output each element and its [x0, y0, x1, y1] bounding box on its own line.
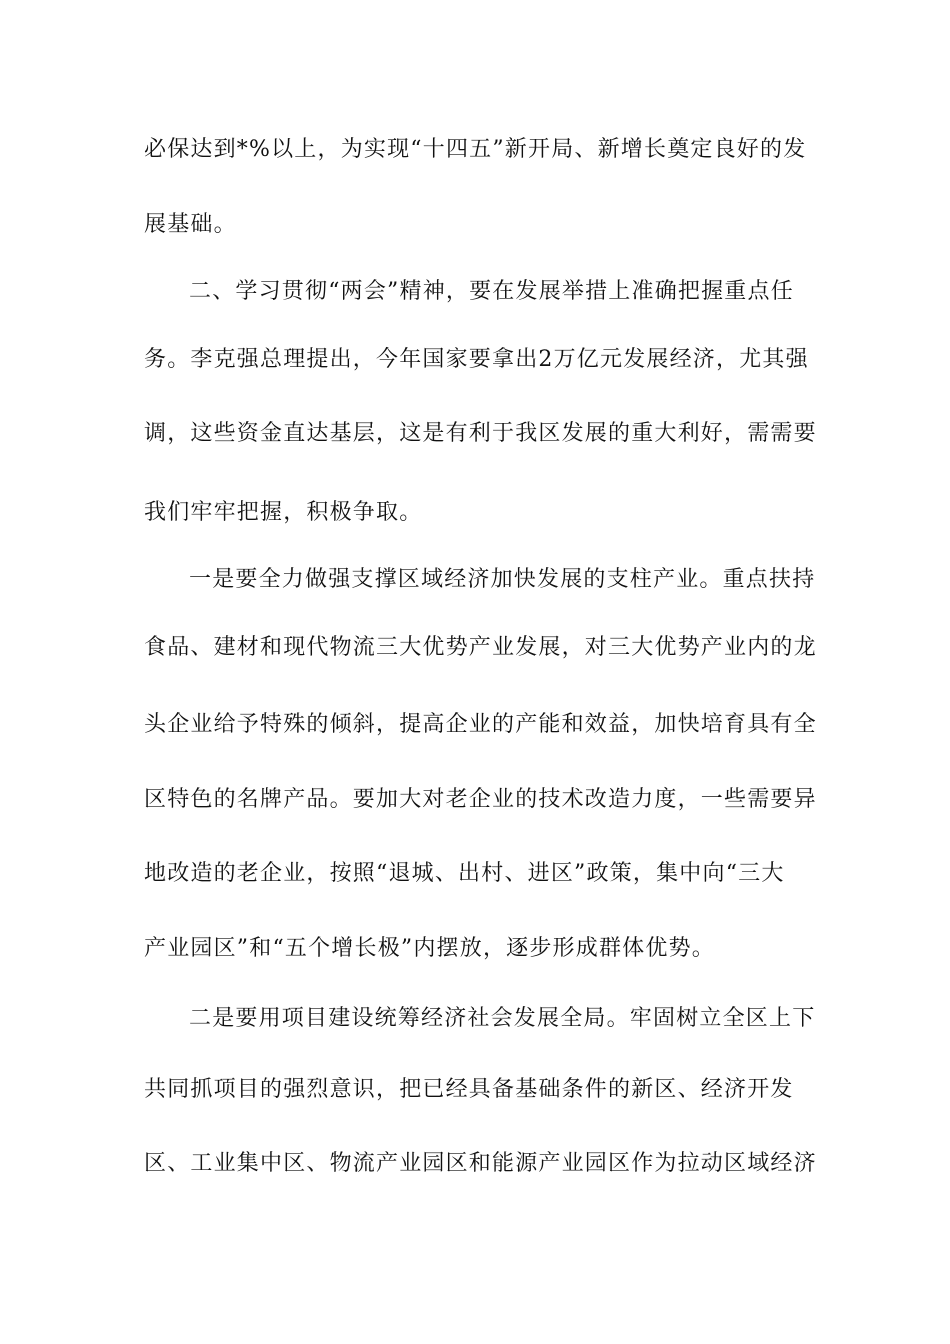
text-line-1: 必保达到*%以上，为实现“十四五”新开局、新增长奠定良好的发 — [144, 137, 807, 162]
text-line-4: 务。李克强总理提出，今年国家要拿出2万亿元发展经济，尤其强 — [144, 347, 809, 372]
section-heading-2: 二、学习贯彻“两会”精神，要在发展举措上准确把握重点任 — [189, 279, 794, 304]
text-line-9: 头企业给予特殊的倾斜，提高企业的产能和效益，加快培育具有全 — [144, 712, 817, 737]
text-line-11: 地改造的老企业，按照“退城、出村、进区”政策，集中向“三大 — [144, 861, 785, 886]
text-line-6: 我们牢牢把握，积极争取。 — [144, 500, 423, 525]
text-line-2: 展基础。 — [144, 212, 237, 237]
paragraph-point-2: 二是要用项目建设统筹经济社会发展全局。牢固树立全区上下 — [189, 1006, 816, 1031]
text-line-14: 共同抓项目的强烈意识，把已经具备基础条件的新区、经济开发 — [144, 1077, 794, 1102]
text-line-15: 区、工业集中区、物流产业园区和能源产业园区作为拉动区域经济 — [144, 1151, 817, 1176]
text-line-5: 调，这些资金直达基层，这是有利于我区发展的重大利好，需需要 — [144, 421, 817, 446]
text-line-8: 食品、建材和现代物流三大优势产业发展，对三大优势产业内的龙 — [144, 635, 817, 660]
text-line-10: 区特色的名牌产品。要加大对老企业的技术改造力度，一些需要异 — [144, 787, 817, 812]
text-line-12: 产业园区”和“五个增长极”内摆放，逐步形成群体优势。 — [144, 936, 715, 961]
paragraph-point-1: 一是要全力做强支撑区域经济加快发展的支柱产业。重点扶持 — [189, 567, 816, 592]
